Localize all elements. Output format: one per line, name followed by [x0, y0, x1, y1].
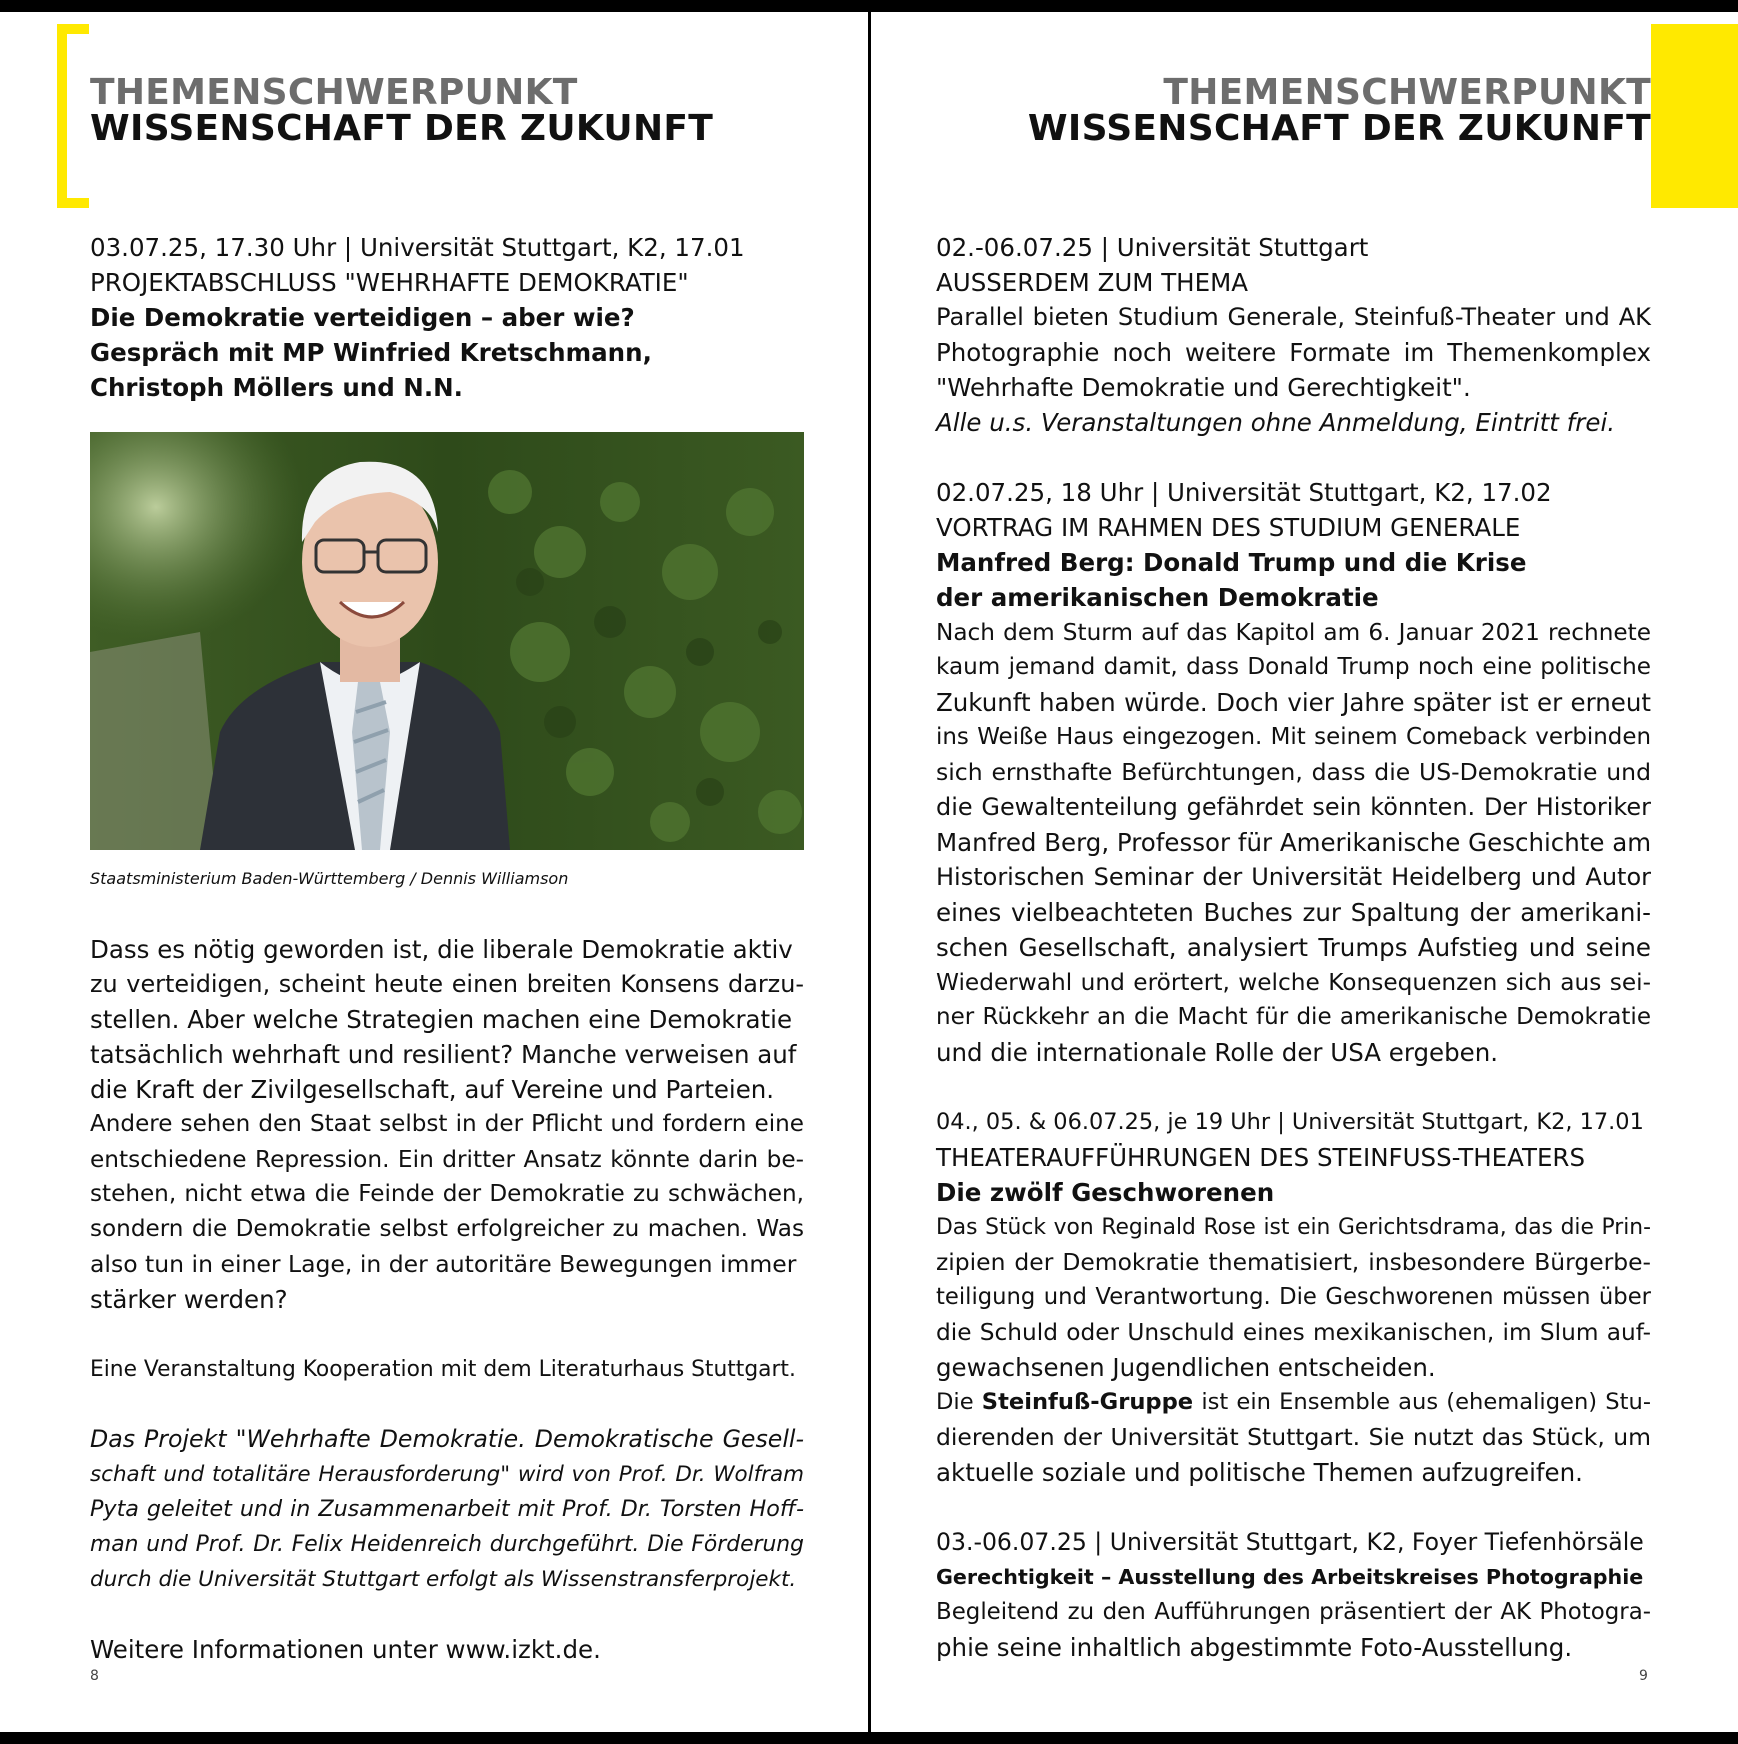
- body-line: kaum jemand damit, dass Donald Trump noch eine politische: [936, 654, 1651, 680]
- event-title: Die zwölf Geschworenen: [936, 1178, 1275, 1207]
- group-name: Steinfuß-Gruppe: [981, 1389, 1194, 1415]
- body-line: sondern die Demokratie selbst erfolgreicher zu machen. Was: [90, 1216, 804, 1242]
- page-number: 8: [90, 1668, 99, 1684]
- body-line: sich ernsthafte Befürchtungen, dass die US-Demokratie und: [936, 758, 1651, 786]
- body-line: die Schuld oder Unschuld eines mexikanischen, im Slum auf-: [936, 1319, 1651, 1346]
- right-page: [871, 12, 1738, 1732]
- right-column: [936, 230, 1651, 1665]
- body-line: entschiedene Repression. Ein dritter Ansatz könnte darin be-: [90, 1146, 804, 1173]
- body-line: dierenden der Universität Stuttgart. Sie nutzt das Stück, um: [936, 1423, 1651, 1451]
- group-line: [936, 1385, 1651, 1420]
- project-line: Das Projekt "Wehrhafte Demokratie. Demokratische Gesell-: [90, 1425, 804, 1453]
- body-line: die Gewaltenteilung gefährdet sein könnten. Der Historiker: [936, 793, 1651, 821]
- project-line: Pyta geleitet und in Zusammenarbeit mit Prof. Dr. Torsten Hoff-: [90, 1496, 804, 1522]
- event-type: AUSSERDEM ZUM THEMA: [936, 268, 1248, 297]
- event-title-line: Christoph Möllers und N.N.: [90, 373, 463, 402]
- body-line: ins Weiße Haus eingezogen. Mit seinem Comeback verbinden: [936, 724, 1651, 750]
- body-line: Manfred Berg, Professor für Amerikanische Geschichte am: [936, 828, 1652, 857]
- group-suffix: ist ein Ensemble aus (ehemaligen) Stu-: [1193, 1389, 1651, 1415]
- event-type: VORTRAG IM RAHMEN DES STUDIUM GENERALE: [936, 513, 1521, 542]
- body-line: Photographie noch weitere Formate im Themenkomplex: [936, 338, 1651, 367]
- header-line1: THEMENSCHWERPUNKT: [90, 72, 578, 113]
- body-line: stärker werden?: [90, 1285, 288, 1314]
- event-title-line: Manfred Berg: Donald Trump und die Krise: [936, 548, 1527, 577]
- body-line: phie seine inhaltlich abgestimmte Foto-Ausstellung.: [936, 1633, 1573, 1662]
- event-title-line: Gespräch mit MP Winfried Kretschmann,: [90, 338, 652, 367]
- admission-note: Alle u.s. Veranstaltungen ohne Anmeldung, Eintritt frei.: [936, 408, 1616, 437]
- body-line: Dass es nötig geworden ist, die liberale Demokratie aktiv: [90, 935, 793, 964]
- body-line: Parallel bieten Studium Generale, Steinfuß-Theater und AK: [936, 303, 1651, 331]
- body-line: Historischen Seminar der Universität Heidelberg und Autor: [936, 863, 1651, 891]
- photo-caption: Staatsministerium Baden-Württemberg / Dennis Williamson: [90, 869, 569, 888]
- left-page: [0, 12, 868, 1732]
- body-line: tatsächlich wehrhaft und resilient? Manche verweisen auf: [90, 1040, 797, 1069]
- portrait-photo: [90, 432, 804, 850]
- event-meta: 02.07.25, 18 Uhr | Universität Stuttgart, K2, 17.02: [936, 478, 1552, 507]
- body-line: stellen. Aber welche Strategien machen eine Demokratie: [90, 1005, 793, 1034]
- event-title-line: Die Demokratie verteidigen – aber wie?: [90, 303, 635, 332]
- header-line2: WISSENSCHAFT DER ZUKUNFT: [1027, 108, 1651, 149]
- body-line: aktuelle soziale und politische Themen aufzugreifen.: [936, 1458, 1583, 1487]
- header-line1: THEMENSCHWERPUNKT: [1163, 72, 1651, 113]
- event-meta: 02.-06.07.25 | Universität Stuttgart: [936, 233, 1369, 262]
- body-line: also tun in einer Lage, in der autoritäre Bewegungen immer: [90, 1250, 797, 1278]
- body-line: Wiederwahl und erörtert, welche Konsequenzen sich aus sei-: [936, 969, 1651, 996]
- portrait-illustration: [90, 432, 804, 850]
- body-line: "Wehrhafte Demokratie und Gerechtigkeit".: [936, 373, 1471, 402]
- event-type: THEATERAUFFÜHRUNGEN DES STEINFUSS-THEATERS: [936, 1143, 1585, 1172]
- body-line: schen Gesellschaft, analysiert Trumps Aufstieg und seine: [936, 933, 1651, 962]
- event-meta: 03.07.25, 17.30 Uhr | Universität Stuttgart, K2, 17.01: [90, 233, 745, 262]
- project-line: schaft und totalitäre Herausforderung" wird von Prof. Dr. Wolfram: [90, 1462, 804, 1487]
- body-line: eines vielbeachteten Buches zur Spaltung der amerikani-: [936, 898, 1651, 927]
- event-title: Gerechtigkeit – Ausstellung des Arbeitskreises Photographie: [936, 1565, 1644, 1589]
- body-line: Zukunft haben würde. Doch vier Jahre später ist er erneut: [936, 688, 1651, 717]
- header-line2: WISSENSCHAFT DER ZUKUNFT: [90, 108, 714, 149]
- body-line: Begleitend zu den Aufführungen präsentiert der AK Photogra-: [936, 1599, 1651, 1625]
- body-line: zu verteidigen, scheint heute einen breiten Konsens darzu-: [90, 970, 804, 998]
- body-line: stehen, nicht etwa die Feinde der Demokratie zu schwächen,: [90, 1181, 804, 1207]
- cooperation-note: Eine Veranstaltung Kooperation mit dem Literaturhaus Stuttgart.: [90, 1357, 796, 1382]
- more-info: Weitere Informationen unter www.izkt.de.: [90, 1635, 601, 1664]
- event-type: PROJEKTABSCHLUSS "WEHRHAFTE DEMOKRATIE": [90, 268, 689, 297]
- event-title-line: der amerikanischen Demokratie: [936, 583, 1379, 612]
- page-number: 9: [1639, 1668, 1648, 1684]
- event-meta: 04., 05. & 06.07.25, je 19 Uhr | Universität Stuttgart, K2, 17.01: [936, 1109, 1644, 1135]
- body-line: gewachsenen Jugendlichen entscheiden.: [936, 1353, 1436, 1382]
- event-meta: 03.-06.07.25 | Universität Stuttgart, K2, Foyer Tiefenhörsäle: [936, 1528, 1644, 1556]
- body-line: teiligung und Verantwortung. Die Geschworenen müssen über: [936, 1284, 1651, 1310]
- yellow-bracket-side: [57, 24, 67, 208]
- body-line: Andere sehen den Staat selbst in der Pflicht und fordern eine: [90, 1111, 804, 1137]
- yellow-bracket-bottom: [57, 198, 89, 208]
- body-line: ner Rückkehr an die Macht für die amerikanische Demokratie: [936, 1004, 1651, 1030]
- left-column: [90, 230, 804, 1667]
- body-line: Das Stück von Reginald Rose ist ein Gerichtsdrama, das die Prin-: [936, 1215, 1651, 1240]
- project-line: durch die Universität Stuttgart erfolgt als Wissenstransferprojekt.: [90, 1567, 797, 1592]
- body-line: Nach dem Sturm auf das Kapitol am 6. Januar 2021 rechnete: [936, 619, 1651, 646]
- yellow-bracket-right: [1651, 24, 1738, 208]
- body-line: und die internationale Rolle der USA ergeben.: [936, 1038, 1499, 1067]
- body-line: die Kraft der Zivilgesellschaft, auf Vereine und Parteien.: [90, 1075, 775, 1104]
- project-line: man und Prof. Dr. Felix Heidenreich durchgeführt. Die Förderung: [90, 1532, 804, 1557]
- body-line: zipien der Demokratie thematisiert, insbesondere Bürgerbe-: [936, 1248, 1651, 1276]
- group-prefix: Die: [936, 1389, 982, 1415]
